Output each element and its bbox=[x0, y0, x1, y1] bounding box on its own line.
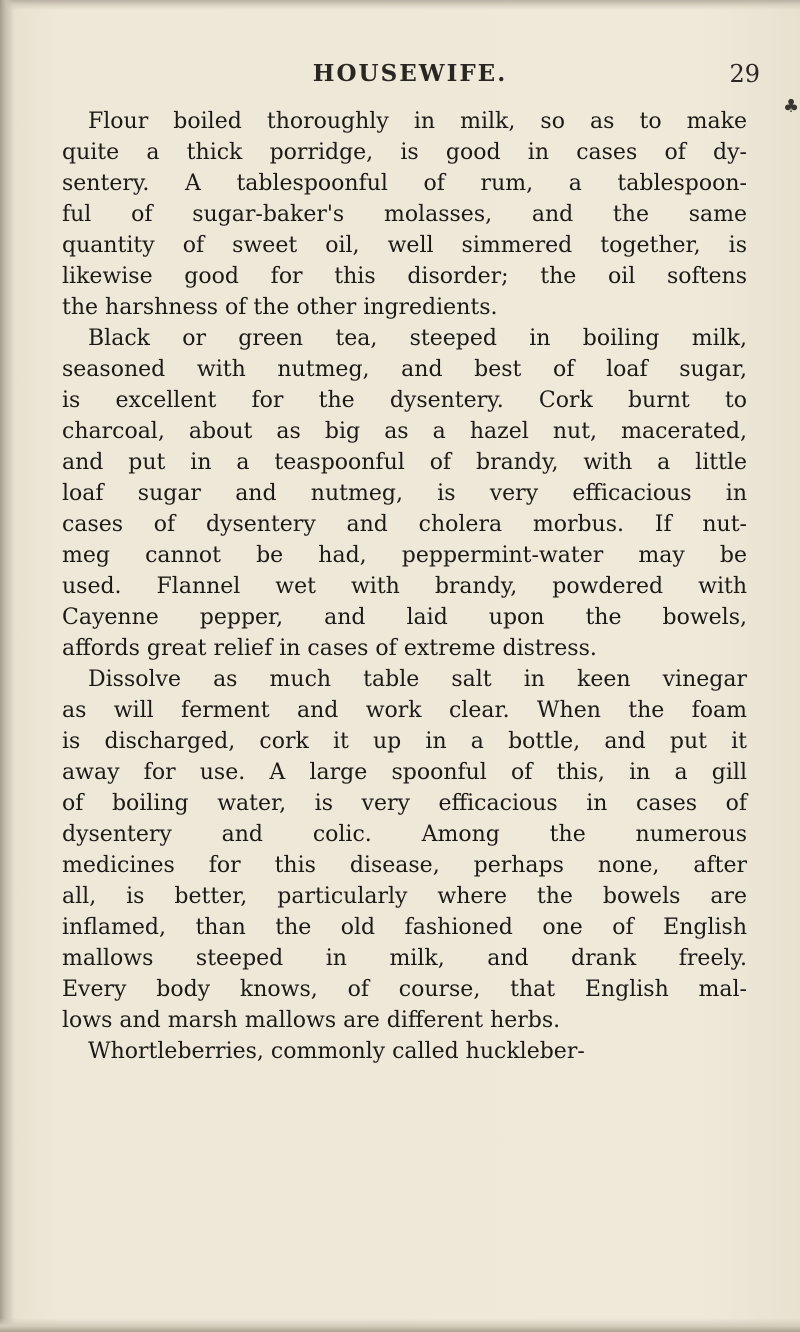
page-top-edge bbox=[0, 0, 800, 10]
text-line: mallows steeped in milk, and drank freely. bbox=[62, 946, 747, 971]
text-line: affords great relief in cases of extreme distress. bbox=[62, 636, 597, 661]
text-line: inflamed, than the old fashioned one of English bbox=[62, 915, 747, 940]
text-line: charcoal, about as big as a hazel nut, macerated, bbox=[62, 419, 747, 444]
text-line: the harshness of the other ingredients. bbox=[62, 295, 498, 320]
text-line: Flour boiled thoroughly in milk, so as to make bbox=[88, 109, 747, 134]
text-line: and put in a teaspoonful of brandy, with a little bbox=[62, 450, 747, 475]
page-number: 29 bbox=[729, 60, 760, 88]
text-line: medicines for this disease, perhaps none, after bbox=[62, 853, 747, 878]
running-head: HOUSEWIFE. bbox=[312, 60, 508, 87]
text-line: lows and marsh mallows are different herbs. bbox=[62, 1008, 561, 1033]
text-line: cases of dysentery and cholera morbus. If nut- bbox=[62, 512, 747, 537]
text-line: loaf sugar and nutmeg, is very efficacious in bbox=[62, 481, 747, 506]
text-line: sentery. A tablespoonful of rum, a tablespoon- bbox=[62, 171, 747, 196]
body-text bbox=[62, 106, 747, 1067]
text-line: is discharged, cork it up in a bottle, and put it bbox=[62, 729, 747, 754]
page-header bbox=[60, 60, 760, 100]
text-line: meg cannot be had, peppermint-water may be bbox=[62, 543, 747, 568]
text-line: all, is better, particularly where the bowels are bbox=[62, 884, 747, 909]
text-line: Black or green tea, steeped in boiling milk, bbox=[88, 326, 747, 351]
text-line: likewise good for this disorder; the oil softens bbox=[62, 264, 747, 289]
text-line: is excellent for the dysentery. Cork burnt to bbox=[62, 388, 747, 413]
text-line: away for use. A large spoonful of this, in a gill bbox=[62, 760, 747, 785]
text-line: Cayenne pepper, and laid upon the bowels, bbox=[62, 605, 747, 630]
page-bottom-edge bbox=[0, 1318, 800, 1332]
page-gutter-edge bbox=[0, 0, 14, 1332]
text-line: quantity of sweet oil, well simmered together, is bbox=[62, 233, 747, 258]
text-line: Dissolve as much table salt in keen vinegar bbox=[88, 667, 747, 692]
text-line: Whortleberries, commonly called huckleber- bbox=[88, 1039, 585, 1064]
text-line: ful of sugar-baker's molasses, and the same bbox=[62, 202, 747, 227]
text-line: quite a thick porridge, is good in cases of dy- bbox=[62, 140, 747, 165]
text-line: dysentery and colic. Among the numerous bbox=[62, 822, 747, 847]
text-line: used. Flannel wet with brandy, powdered with bbox=[62, 574, 747, 599]
ink-speck-mark: ♣ bbox=[783, 96, 800, 117]
text-line: as will ferment and work clear. When the foam bbox=[62, 698, 747, 723]
text-line: of boiling water, is very efficacious in cases of bbox=[62, 791, 747, 816]
text-line: Every body knows, of course, that English mal- bbox=[62, 977, 747, 1002]
text-line: seasoned with nutmeg, and best of loaf sugar, bbox=[62, 357, 747, 382]
